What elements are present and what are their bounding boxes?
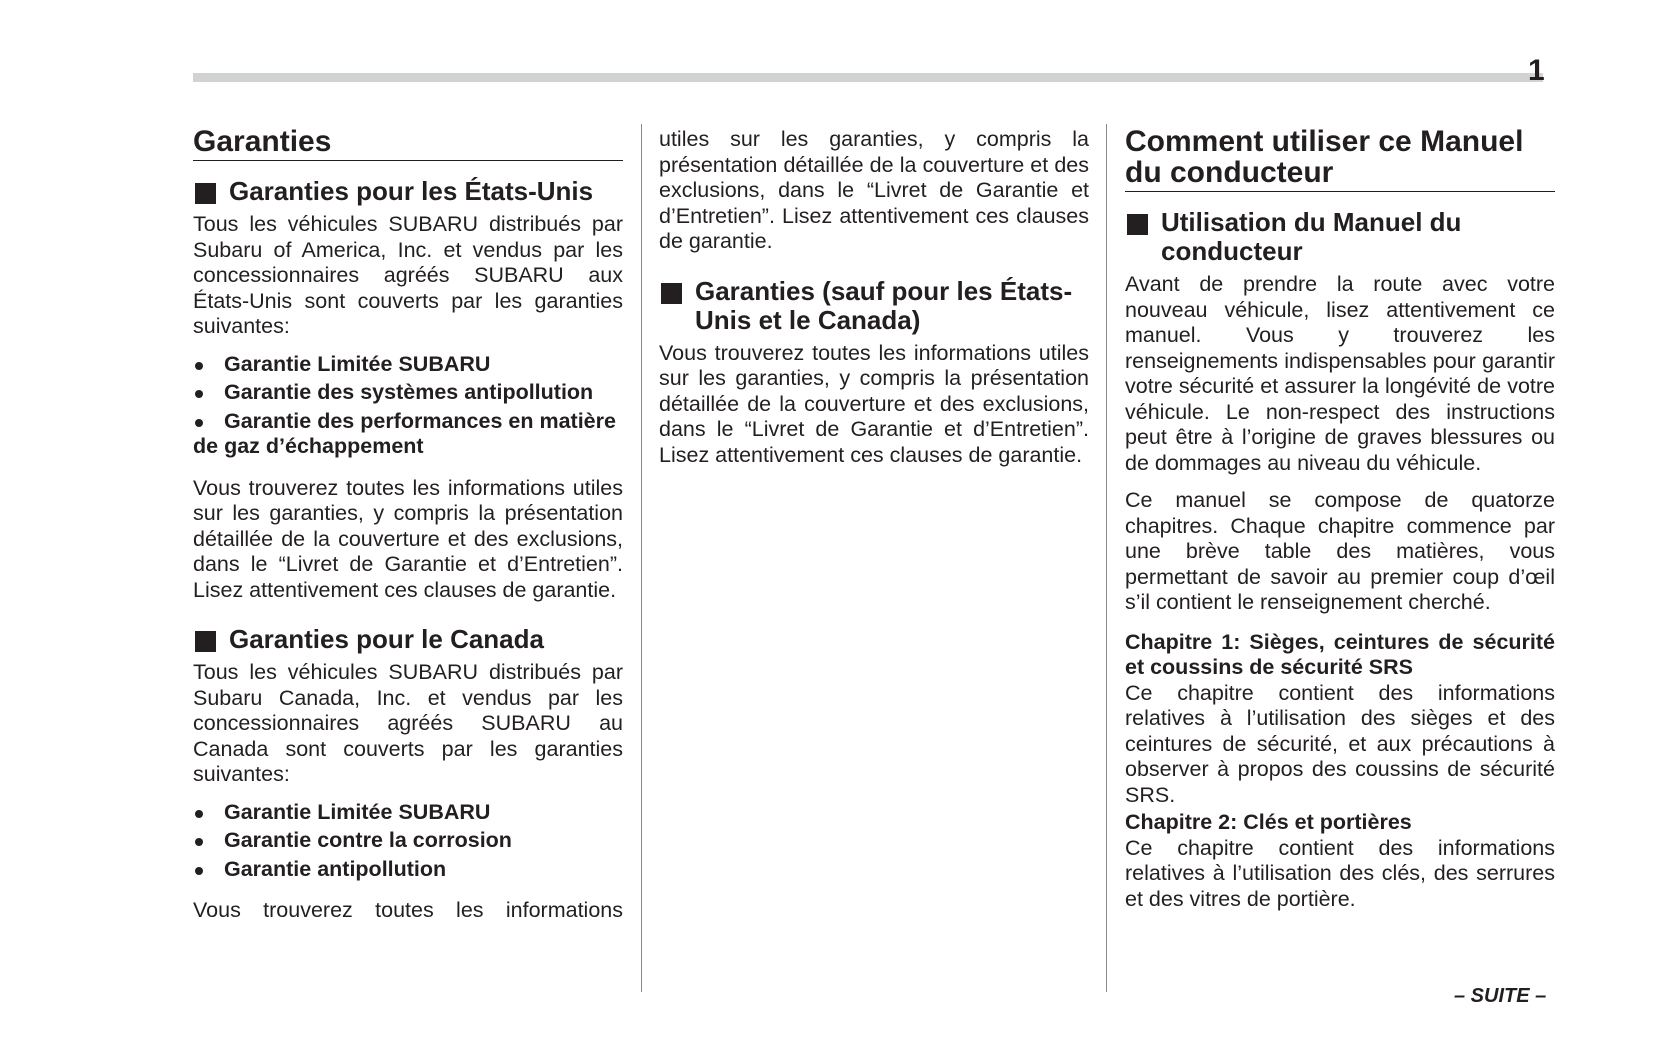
column-1 <box>193 126 623 936</box>
list-item-text: Garantie antipollution <box>224 856 447 881</box>
bullet-icon <box>195 419 203 427</box>
bullet-icon <box>195 810 203 818</box>
section-title-manual: Comment utiliser ce Manuel du conducteur <box>1125 126 1555 192</box>
column-3 <box>1125 126 1555 924</box>
us-info: Vous trouverez toutes les informations utiles sur les garanties, y compris la présentation détaillée de la couverture et des exclusions, dans le “Livret de Garantie et d’Entretien”. Lisez attentivement ces clauses de garantie. <box>193 475 623 602</box>
manual-paragraph-1: Avant de prendre la route avec votre nouveau véhicule, lisez attentivement ce manuel. Vous y trouverez les renseignements indispensables pour garantir votre sécurité et assurer la longévité de votre véhicule. Le non-respect des instructions peut être à l’origine de graves blessures ou de dommages au niveau du véhicule. <box>1125 272 1555 475</box>
list-item-text: Garantie des systèmes antipollution <box>224 380 594 404</box>
bullet-icon <box>195 867 203 875</box>
square-bullet-icon <box>661 283 682 304</box>
square-bullet-icon <box>1127 214 1148 235</box>
heading-manual-usage <box>1125 208 1555 266</box>
us-warranty-list <box>193 352 623 460</box>
canada-info-continued: utiles sur les garanties, y compris la présentation détaillée de la couverture et des exclusions, dans le “Livret de Garantie et d’Entretien”. Lisez attentivement ces clauses de garantie. <box>659 127 1089 253</box>
square-bullet-icon <box>195 631 216 652</box>
header-rule <box>193 73 1543 82</box>
other-info: Vous trouverez toutes les informations utiles sur les garanties, y compris la présentation détaillée de la couverture et des exclusions, dans le “Livret de Garantie et d’Entretien”. Lisez attentivement ces clauses de garantie. <box>659 340 1089 467</box>
manual-paragraph-2: Ce manuel se compose de quatorze chapitres. Chaque chapitre commence par une brève table des matières, vous permettant de savoir au premier coup d’œil s’il contient le renseignement cherché. <box>1125 488 1555 614</box>
bullet-icon <box>195 362 203 370</box>
heading-us-warranties <box>193 177 623 206</box>
column-2 <box>659 127 1089 480</box>
bullet-icon <box>195 390 203 398</box>
list-item-text: Garantie contre la corrosion <box>224 828 512 852</box>
chapter-1-title: Chapitre 1: Sièges, ceintures de sécurité et coussins de sécurité SRS <box>1125 629 1555 679</box>
list-item <box>193 380 623 406</box>
list-item-text: Garantie Limitée SUBARU <box>224 799 491 824</box>
list-item-text: Garantie des performances en matière de gaz d’échappement <box>193 408 616 458</box>
list-item <box>193 800 623 826</box>
bullet-icon <box>195 838 203 846</box>
list-item <box>193 409 623 460</box>
canada-warranty-list <box>193 800 623 883</box>
page-number: 1 <box>1528 54 1545 87</box>
section-title-garanties: Garanties <box>193 126 623 161</box>
heading-text: Garanties pour les États-Unis <box>229 176 594 206</box>
list-item <box>193 352 623 378</box>
chapter-2-title: Chapitre 2: Clés et portières <box>1125 810 1412 834</box>
canada-intro: Tous les véhicules SUBARU distribués par Subaru Canada, Inc. et vendus par les concessionnaires agréés SUBARU au Canada sont couverts par les garanties suivantes: <box>193 660 623 786</box>
us-intro: Tous les véhicules SUBARU distribués par Subaru of America, Inc. et vendus par les concessionnaires agréés SUBARU aux États-Unis sont couverts par les garanties suivantes: <box>193 212 623 338</box>
column-divider <box>641 124 642 992</box>
square-bullet-icon <box>195 183 216 204</box>
column-divider <box>1106 124 1107 992</box>
list-item <box>193 828 623 854</box>
heading-text: Garanties (sauf pour les États-Unis et le Canada) <box>695 275 1073 335</box>
heading-canada-warranties <box>193 625 623 654</box>
heading-other-warranties <box>659 277 1089 335</box>
chapter-2-text: Ce chapitre contient des informations relatives à l’utilisation des clés, des serrures et des vitres de portière. <box>1125 835 1555 911</box>
continued-label: – SUITE – <box>1454 985 1547 1007</box>
heading-text: Garanties pour le Canada <box>229 624 544 654</box>
chapter-1-text: Ce chapitre contient des informations relatives à l’utilisation des sièges et des ceintures de sécurité, et aux précautions à observer à propos des coussins de sécurité SRS. <box>1125 680 1555 807</box>
list-item <box>193 857 623 883</box>
heading-text: Utilisation du Manuel du conducteur <box>1161 207 1462 266</box>
canada-info-start: Vous trouverez toutes les informations <box>193 898 623 922</box>
list-item-text: Garantie Limitée SUBARU <box>224 351 491 376</box>
